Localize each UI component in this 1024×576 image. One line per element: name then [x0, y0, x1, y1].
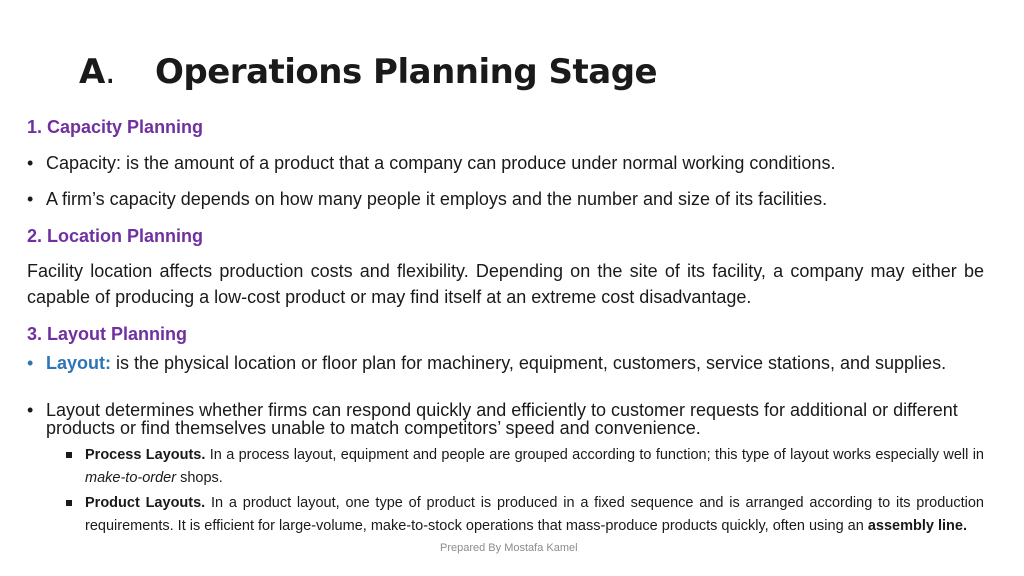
square-bullet-icon [66, 500, 72, 506]
capacity-heading: 1. Capacity Planning [27, 117, 204, 137]
location-paragraph: Facility location affects production costs and flexibility. Depending on the site of its facility, a company may either be capable of producing a low-cost product or may find itself at an extreme cost disadvantage. [27, 261, 984, 307]
capacity-bullet-1: • Capacity: is the amount of a product that a company can produce under normal working conditions. [27, 153, 836, 173]
process-layouts-item: Process Layouts. In a process layout, equipment and people are grouped according to function; this type of layout works especially well in make-to-order shops. [66, 444, 984, 490]
product-layouts-term: Product Layouts. [85, 495, 206, 511]
square-bullet-icon [66, 452, 72, 458]
layout-keyword: Layout: [46, 353, 111, 373]
title-text: Operations Planning Stage [155, 52, 658, 92]
layout-heading: 3. Layout Planning [27, 324, 188, 344]
product-layouts-item: Product Layouts. In a product layout, one type of product is produced in a fixed sequence and is arranged according to its production requirements. It is efficient for large-volume, make-to-stock operations that mass-produce products quickly, often using an assembly line. [66, 492, 984, 538]
bullet-icon: • [27, 400, 34, 420]
slide-title [79, 52, 657, 92]
title-letter: A. [79, 52, 116, 92]
layout-bullet-1: • Layout: is the physical location or floor plan for machinery, equipment, customers, service stations, and supplies. [27, 353, 947, 373]
process-layouts-term: Process Layouts. [85, 447, 206, 463]
bullet-icon: • [27, 353, 34, 373]
bullet-icon: • [27, 153, 34, 173]
layout-bullet-2: • Layout determines whether firms can respond quickly and efficiently to customer requests for additional or different products or find themselves unable to match competitors’ speed and convenience. [27, 400, 958, 438]
footer-credit: Prepared By Mostafa Kamel [440, 542, 578, 554]
bullet-icon: • [27, 189, 34, 209]
capacity-bullet-2: • A firm’s capacity depends on how many people it employs and the number and size of its facilities. [27, 189, 828, 209]
location-heading: 2. Location Planning [27, 226, 204, 246]
